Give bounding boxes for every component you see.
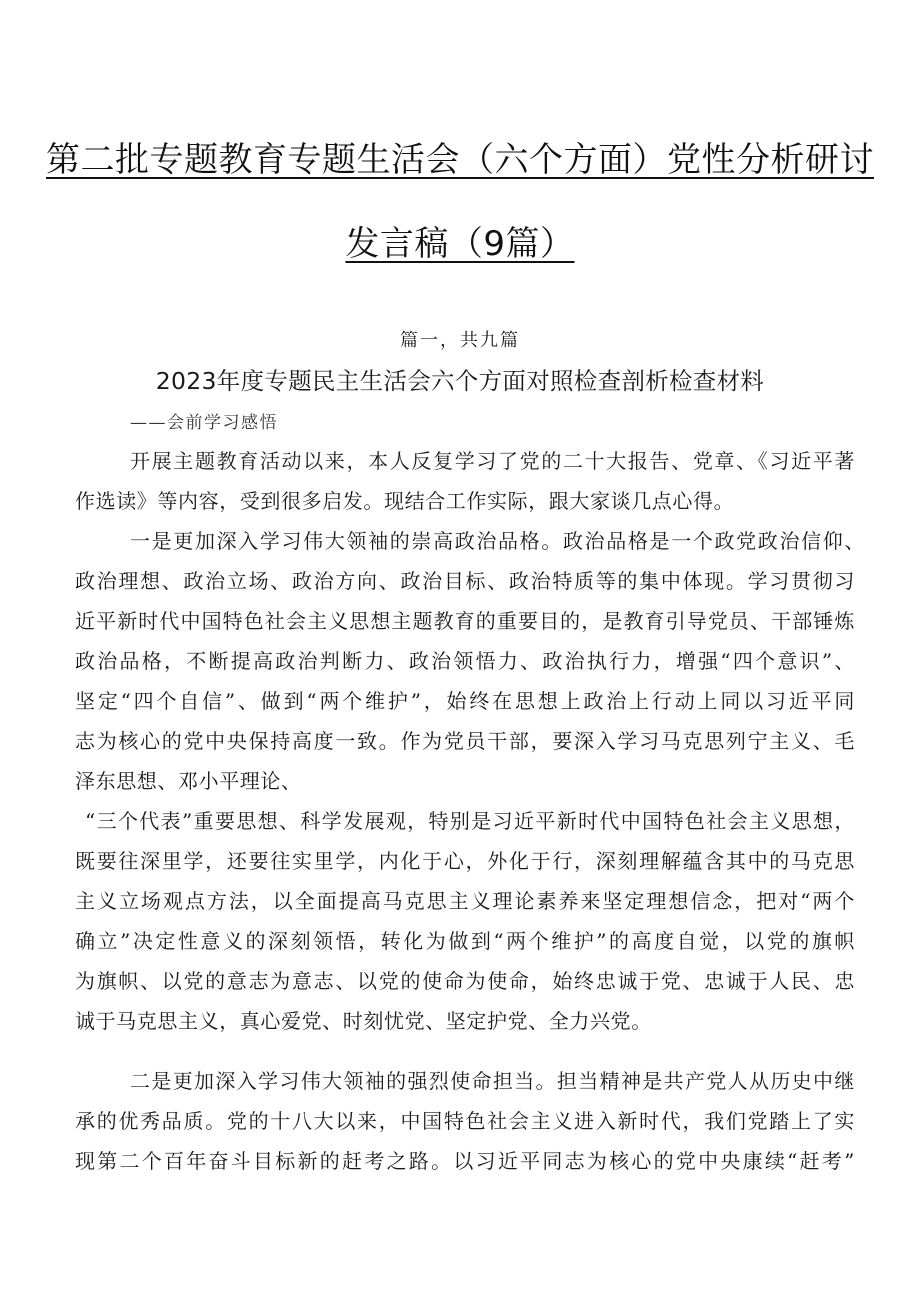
paragraph-line: 为旗帜、以党的意志为意志、以党的使命为使命，始终忠诚于党、忠诚于人民、忠 — [75, 969, 855, 993]
document-title-line-1 — [0, 138, 920, 182]
paragraph-line: 坚定“四个自信”、做到“两个维护”，始终在思想上政治上行动上同以习近平同 — [75, 689, 855, 713]
paragraph-line: 近平新时代中国特色社会主义思想主题教育的重要目的，是教育引导党员、干部锤炼 — [75, 609, 855, 633]
paragraph-line: 泽东思想、邓小平理论、 — [75, 769, 302, 793]
paragraph-line: 诚于马克思主义，真心爱党、时刻忧党、坚定护党、全力兴党。 — [75, 1009, 652, 1033]
paragraph-line: 作选读》等内容，受到很多启发。现结合工作实际，跟大家谈几点心得。 — [75, 489, 735, 513]
section-label: 篇一，共九篇 — [400, 330, 520, 351]
title-text-2: 发言稿（9篇） — [345, 224, 575, 264]
paragraph-line: 主义立场观点方法，以全面提高马克思主义理论素养来坚定理想信念，把对“两个 — [75, 889, 855, 913]
paragraph-line: 确立”决定性意义的深刻领悟，转化为做到“两个维护”的高度自觉，以党的旗帜 — [75, 929, 855, 953]
paragraph-line: 志为核心的党中央保持高度一致。作为党员干部，要深入学习马克思列宁主义、毛 — [75, 729, 855, 753]
paragraph-line: 承的优秀品质。党的十八大以来，中国特色社会主义进入新时代，我们党踏上了实 — [75, 1109, 855, 1133]
paragraph-line: 政治理想、政治立场、政治方向、政治目标、政治特质等的集中体现。学习贯彻习 — [75, 569, 855, 593]
section-subtitle: ——会前学习感悟 — [130, 413, 278, 433]
paragraph-line: “三个代表”重要思想、科学发展观，特别是习近平新时代中国特色社会主义思想， — [85, 809, 855, 833]
paragraph-line: 一是更加深入学习伟大领袖的崇高政治品格。政治品格是一个政党政治信仰、 — [130, 529, 865, 553]
section-title: 2023年度专题民主生活会六个方面对照检查剖析检查材料 — [155, 367, 765, 395]
paragraph-line: 开展主题教育活动以来，本人反复学习了党的二十大报告、党章、《习近平著 — [130, 449, 855, 473]
document-title-line-2 — [0, 222, 920, 266]
paragraph-line: 既要往深里学，还要往实里学，内化于心，外化于行，深刻理解蕴含其中的马克思 — [75, 849, 855, 873]
paragraph-line: 现第二个百年奋斗目标新的赶考之路。以习近平同志为核心的党中央康续“赶考” — [75, 1149, 855, 1173]
title-text-1: 第二批专题教育专题生活会（六个方面）党性分析研讨 — [46, 140, 874, 180]
paragraph-line: 二是更加深入学习伟大领袖的强烈使命担当。担当精神是共产党人从历史中继 — [130, 1069, 855, 1093]
paragraph-line: 政治品格，不断提高政治判断力、政治领悟力、政治执行力，增强“四个意识”、 — [75, 649, 855, 673]
